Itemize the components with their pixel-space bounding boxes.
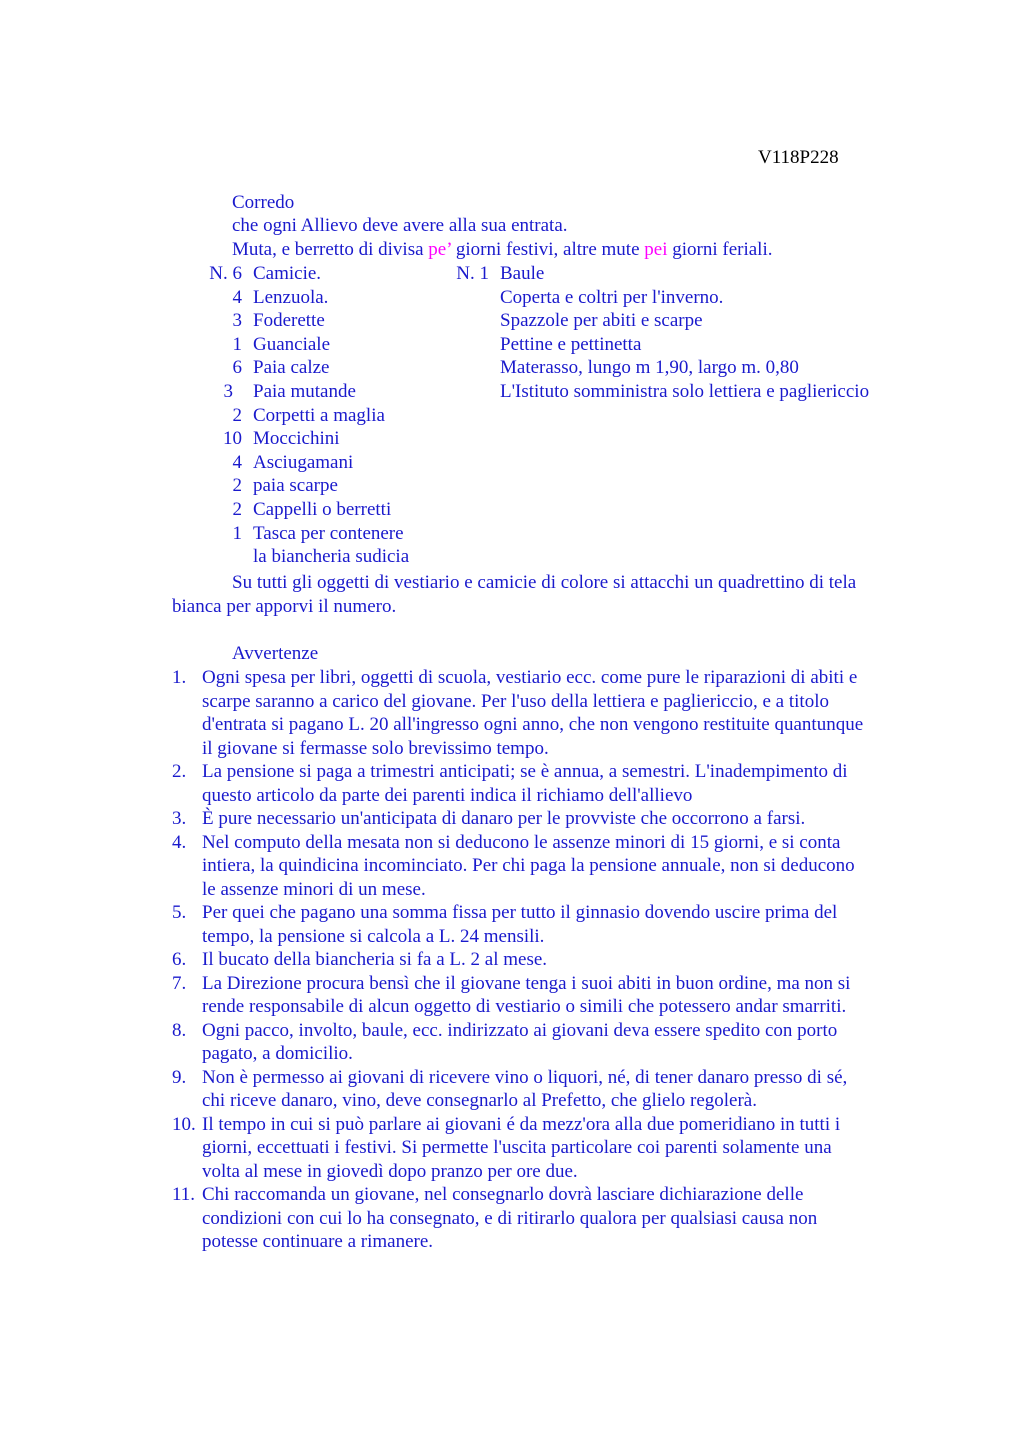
avvertenza-number: 10.: [172, 1113, 196, 1135]
right-item-label: Baule: [500, 263, 545, 284]
left-item-qty: 2: [232, 475, 242, 497]
muta-highlight-pe: pe’: [428, 239, 452, 260]
left-item-label: Paia mutande: [253, 381, 356, 402]
left-item-qty: 2: [232, 499, 242, 520]
section-subtitle: che ogni Allievo deve avere alla sua entrata.: [232, 215, 568, 236]
avvertenza-line: Nel computo della mesata non si deducono le assenze minori di 15 giorni, e si conta: [202, 831, 841, 853]
avvertenza-line: Chi raccomanda un giovane, nel consegnarlo dovrà lasciare dichiarazione delle: [202, 1184, 804, 1205]
left-item-qty: N. 6: [209, 263, 242, 284]
left-item-label: Asciugamani: [253, 451, 354, 473]
avvertenza-number: 7.: [172, 972, 187, 994]
left-item-qty: 4: [232, 286, 242, 308]
muta-highlight-pei: pei: [644, 239, 668, 260]
left-item-qty: 2: [232, 404, 242, 426]
avvertenza-line: tempo, la pensione si calcola a L. 24 mensili.: [202, 925, 545, 947]
avvertenza-number: 4.: [172, 831, 187, 853]
avvertenza-number: 6.: [172, 949, 187, 970]
section-title-corredo: Corredo: [232, 192, 295, 213]
right-item-label: Pettine e pettinetta: [500, 333, 642, 355]
avvertenza-line: chi riceve danaro, vino, deve consegnarlo al Prefetto, che glielo regolerà.: [202, 1090, 757, 1111]
left-item-label: Paia calze: [253, 357, 330, 379]
left-item-label: Moccichini: [253, 428, 340, 450]
left-item-label: Foderette: [253, 310, 325, 332]
avvertenza-line: rende responsabile di alcun oggetto di vestiario o simili che potessero andar smarriti.: [202, 996, 847, 1017]
left-item-label: la biancheria sudicia: [253, 546, 410, 568]
avvertenza-item: [172, 831, 932, 902]
left-item-qty: 6: [232, 357, 242, 379]
right-item-label: Coperta e coltri per l'inverno.: [500, 286, 724, 308]
avvertenza-line: È pure necessario un'anticipata di danaro per le provviste che occorrono a farsi.: [202, 808, 806, 829]
avvertenza-line: Il bucato della biancheria si fa a L. 2 al mese.: [202, 949, 548, 970]
page-id: V118P228: [758, 147, 839, 168]
avvertenza-line: le assenze minori di un mese.: [202, 878, 426, 900]
avvertenze-list: [172, 666, 932, 1254]
avvertenza-line: Ogni pacco, involto, baule, ecc. indirizzato ai giovani deva essere spedito con porto: [202, 1019, 838, 1041]
muta-text-2: giorni festivi, altre mute: [451, 239, 645, 260]
right-item-qty: N. 1: [456, 263, 489, 284]
muta-text-3: giorni feriali.: [667, 239, 773, 260]
left-item-label: Lenzuola.: [253, 286, 329, 308]
left-item-label: paia scarpe: [253, 475, 338, 497]
avvertenza-line: La pensione si paga a trimestri anticipati; se è annua, a semestri. L'inadempimento di: [202, 761, 848, 782]
avvertenza-item: [172, 901, 932, 948]
avvertenza-line: giorni, eccettuati i festivi. Si permette l'uscita particolare coi parenti solamente una: [202, 1137, 832, 1158]
left-item-qty: 1: [232, 522, 242, 544]
avvertenza-line: il giovane si fermasse solo brevissimo tempo.: [202, 737, 549, 759]
left-item-label: Guanciale: [253, 333, 331, 355]
avvertenza-item: [172, 972, 932, 1019]
left-item-label: Camicie.: [253, 263, 322, 284]
avvertenza-line: condizioni con cui lo ha consegnato, e di ritirarlo qualora per qualsiasi causa non: [202, 1207, 818, 1229]
vestiario-note-line1: Su tutti gli oggetti di vestiario e camicie di colore si attacchi un quadrettino di tela: [232, 572, 857, 593]
left-item-label: Corpetti a maglia: [253, 404, 385, 426]
avvertenza-number: 11.: [172, 1184, 196, 1205]
avvertenza-number: 9.: [172, 1066, 187, 1088]
avvertenza-line: Il tempo in cui si può parlare ai giovani é da mezz'ora alla due pomeridiano in tutti i: [202, 1113, 841, 1135]
avvertenza-line: Per quei che pagano una somma fissa per tutto il ginnasio dovendo uscire prima del: [202, 902, 838, 923]
avvertenza-item: [172, 1019, 932, 1066]
avvertenze-title: Avvertenze: [232, 643, 319, 664]
avvertenza-line: d'entrata si pagano L. 20 all'ingresso ogni anno, che non vengono restituite quantunque: [202, 714, 864, 735]
left-item-qty: 3: [223, 381, 233, 402]
avvertenza-item: [172, 948, 932, 972]
avvertenza-item: [172, 1066, 932, 1113]
left-item-label: Cappelli o berretti: [253, 499, 392, 520]
avvertenza-number: 1.: [172, 667, 187, 688]
avvertenza-item: [172, 760, 932, 807]
left-item-qty: 10: [223, 428, 242, 450]
avvertenza-item: [172, 807, 932, 831]
left-item-qty: 4: [232, 451, 242, 473]
avvertenza-line: scarpe saranno a carico del giovane. Per l'uso della lettiera e pagliericcio, e a titolo: [202, 690, 829, 712]
avvertenza-line: pagato, a domicilio.: [202, 1043, 353, 1064]
avvertenza-number: 2.: [172, 761, 187, 782]
right-item-label: Spazzole per abiti e scarpe: [500, 310, 703, 332]
avvertenza-number: 8.: [172, 1019, 187, 1041]
avvertenza-item: [172, 1113, 932, 1184]
avvertenza-item: [172, 666, 932, 760]
left-item-qty: 1: [232, 333, 242, 355]
left-item-qty: 3: [232, 310, 242, 332]
avvertenza-line: Non è permesso ai giovani di ricevere vino o liquori, né, di tener danaro presso di sé,: [202, 1066, 848, 1088]
left-item-label: Tasca per contenere: [253, 522, 404, 544]
avvertenza-line: questo articolo da parte dei parenti indica il richiamo dell'allievo: [202, 784, 693, 806]
vestiario-note-line2: bianca per apporvi il numero.: [172, 596, 397, 617]
avvertenza-line: intiera, la quindicina incominciato. Per chi paga la pensione annuale, non si deducono: [202, 855, 855, 876]
avvertenza-line: potesse continuare a rimanere.: [202, 1231, 434, 1252]
avvertenza-line: volta al mese in giovedì dopo pranzo per ore due.: [202, 1160, 578, 1182]
avvertenza-line: Ogni spesa per libri, oggetti di scuola, vestiario ecc. come pure le riparazioni di abiti e: [202, 667, 858, 688]
muta-line: [232, 238, 772, 262]
muta-text-1: Muta, e berretto di divisa: [232, 239, 429, 260]
avvertenza-line: La Direzione procura bensì che il giovane tenga i suoi abiti in buon ordine, ma non si: [202, 972, 851, 994]
avvertenza-number: 3.: [172, 808, 187, 829]
avvertenza-item: [172, 1183, 932, 1254]
right-item-label: L'Istituto somministra solo lettiera e pagliericcio: [500, 381, 870, 402]
avvertenza-number: 5.: [172, 902, 187, 923]
right-item-label: Materasso, lungo m 1,90, largo m. 0,80: [500, 357, 799, 379]
